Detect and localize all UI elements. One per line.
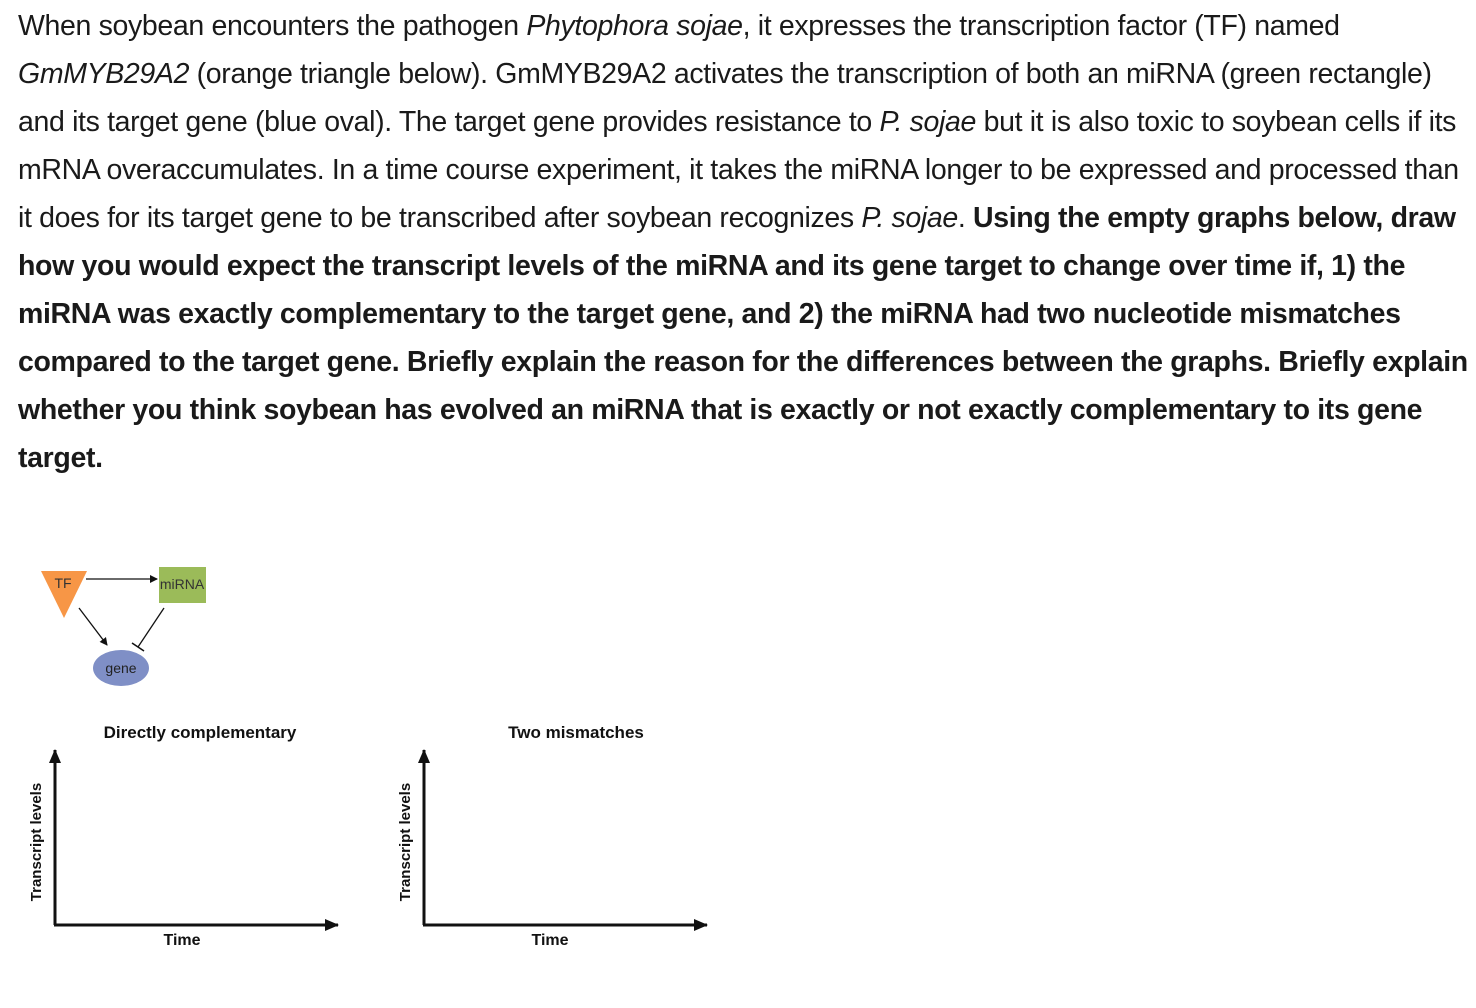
mirna-repress-gene [138, 608, 164, 647]
question-instructions: Using the empty graphs below, draw how you would expect the transcript levels of the miRNA and its gene target to change over time if, 1) the miRNA was exactly complementary to the target gene, and 2) the miRNA had two nucleotide mismatches compared to the target gene. Briefly explain the reason for the differences between the graphs. Briefly explain whether you think soybean has evolved an miRNA that is exactly or not exactly complementary to its gene target. [18, 202, 1468, 474]
graph-title: Two mismatches [508, 723, 644, 742]
question-part: (orange triangle below). GmMYB29A2 activates the transcription of both an miRNA (green rectangle) and its target gene (blue oval). The target gene provides resistance to [18, 58, 1432, 138]
question-part: but it is also toxic to soybean cells if its mRNA overaccumulates. In a time course experiment, it takes the miRNA longer to be expressed and processed than it does for its target gene to be transcribed after soybean recognizes [18, 106, 1459, 234]
graph-two-mismatches [397, 723, 707, 949]
pathogen-name: Phytophora sojae [526, 10, 743, 42]
tf-to-gene-arrow [79, 608, 107, 645]
mirna-label: miRNA [159, 576, 205, 592]
y-axis-label: Transcript levels [397, 782, 414, 902]
repression-bar [132, 643, 144, 651]
graph-title: Directly complementary [103, 723, 297, 742]
x-axis-label: Time [163, 932, 201, 949]
x-axis-label: Time [531, 932, 569, 949]
pathogen-abbrev: P. sojae [861, 202, 958, 234]
tf-label: TF [54, 575, 72, 591]
question-part: When soybean encounters the pathogen [18, 10, 527, 42]
gene-label: gene [105, 660, 137, 676]
network-diagram [41, 567, 206, 686]
question-part: , it expresses the transcription factor (TF) named [742, 10, 1340, 42]
pathogen-abbrev: P. sojae [879, 106, 976, 138]
question-part: . [957, 202, 973, 234]
y-axis-label: Transcript levels [28, 782, 45, 902]
graph-directly-complementary [28, 723, 338, 949]
tf-gene-name: GmMYB29A2 [18, 58, 190, 90]
